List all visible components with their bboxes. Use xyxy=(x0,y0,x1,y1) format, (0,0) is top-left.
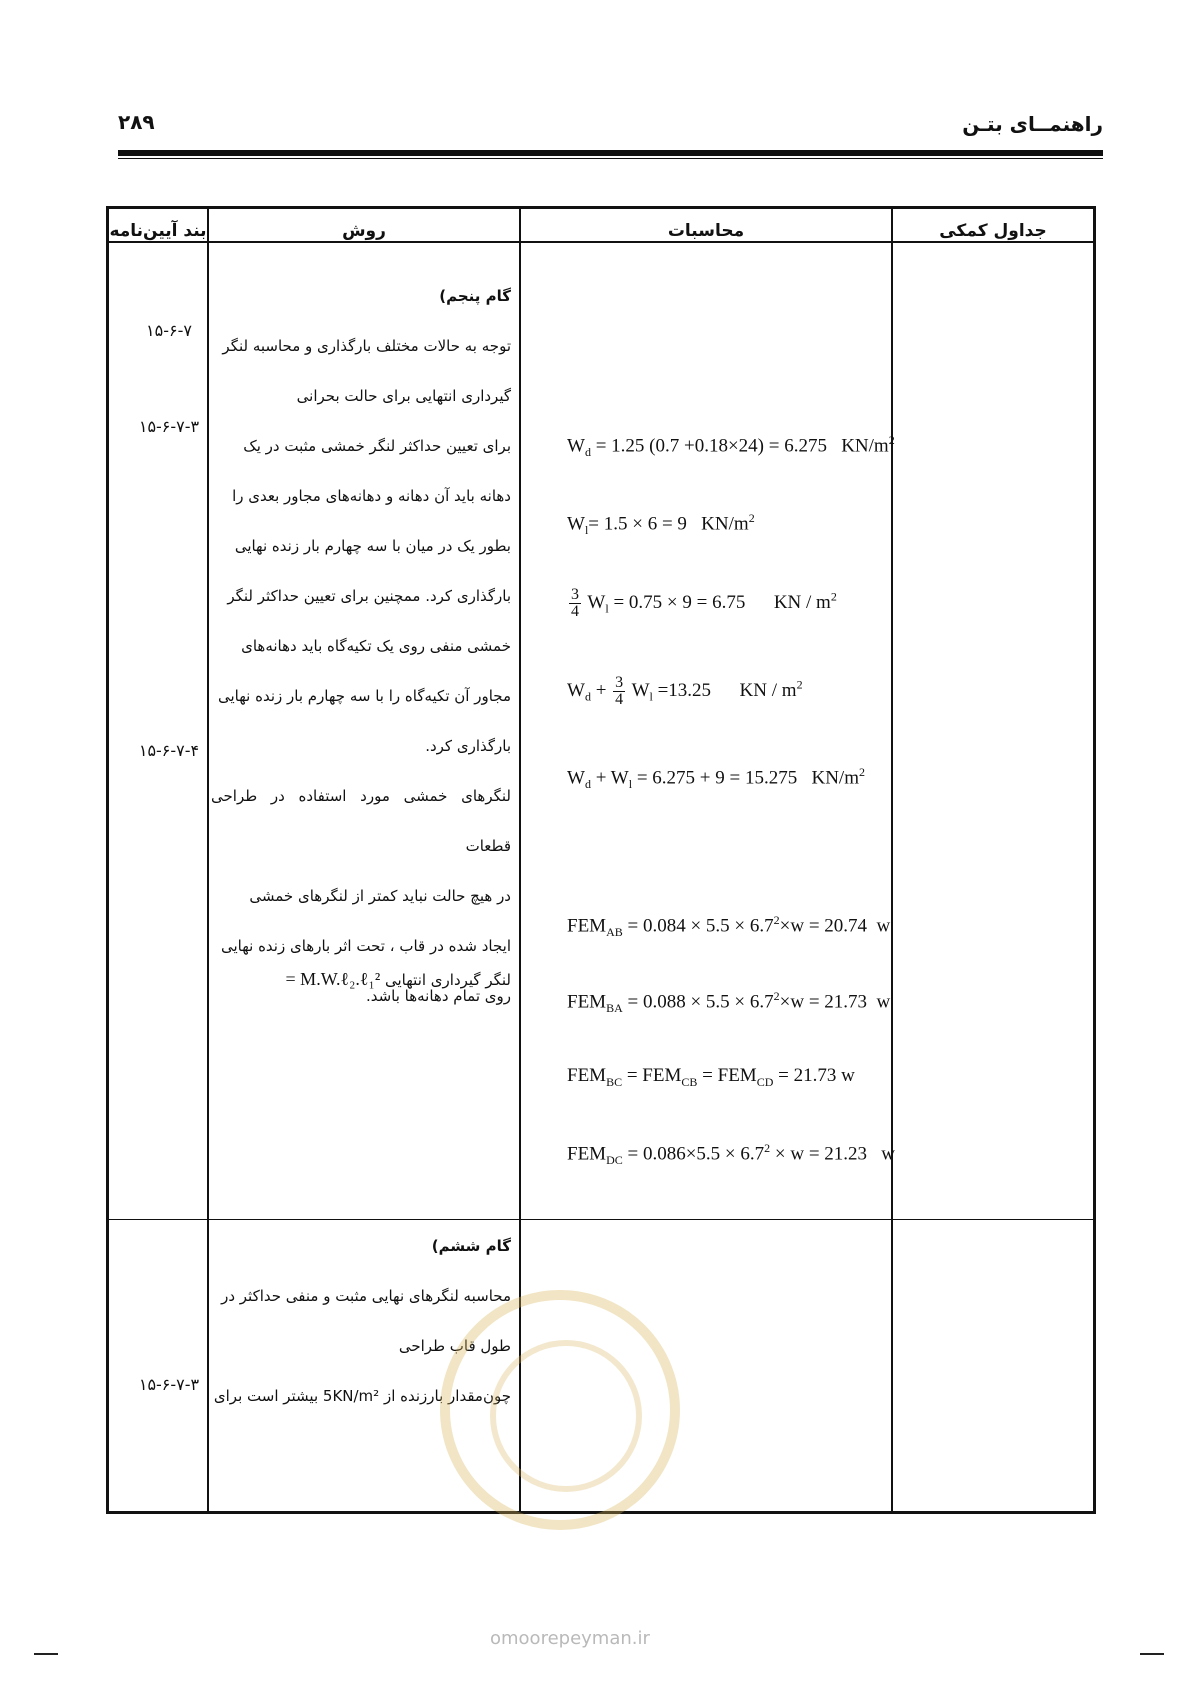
method-line: بارگذاری کرد. xyxy=(425,737,511,755)
calc-live-load: $W_l= 1.5 \times 6 = 9$ $KN/m^2$ xyxy=(567,511,755,538)
header-rule-thin xyxy=(118,158,1103,159)
calc-fem-ba: $FEM_{BA} = 0.088 \times 5.5 \times 6.7^2\times w = 21.73$ w xyxy=(567,989,891,1016)
calc-fem-dc: $FEM_{DC} = 0.086\times 5.5 \times 6.7^2 \times w = 21.23$ w xyxy=(567,1141,896,1168)
method-line: بطور یک در میان با سه چهارم بار زنده نهایی xyxy=(234,537,511,555)
column-divider xyxy=(891,209,893,1511)
method-line: طول قاب طراحی xyxy=(398,1337,511,1355)
col-header-aux-tables: جداول کمکی xyxy=(939,221,1047,241)
calc-fem-ab: $FEM_{AB} = 0.084 \times 5.5 \times 6.7^2\times w = 20.74$ w xyxy=(567,913,891,940)
watermark-text: omoorepeyman.ir xyxy=(490,1628,650,1649)
method-line: محاسبه لنگرهای نهایی مثبت و منفی حداکثر در xyxy=(221,1287,511,1305)
method-line: توجه به حالات مختلف بارگذاری و محاسبه لنگر xyxy=(222,337,511,355)
method-line: خمشی منفی روی یک تکیه‌گاه باید دهانه‌های xyxy=(241,637,511,655)
end-moment-formula xyxy=(211,969,511,990)
col-header-method: روش xyxy=(342,221,386,241)
column-divider xyxy=(207,209,209,1511)
row-divider xyxy=(109,1219,1093,1220)
calc-total-load: $W_d + W_l = 6.275 + 9 = 15.275$ $KN/m^2$ xyxy=(567,765,865,792)
edge-mark xyxy=(34,1653,58,1655)
method-line: برای تعیین حداکثر لنگر خمشی مثبت در یک xyxy=(243,437,511,455)
page-number: ۲۸۹ xyxy=(118,110,155,134)
calc-dead-load: $W_d = 1.25$ (0.7 +0.18×24) = 6.275 $KN/m^2$ xyxy=(567,433,895,460)
header-rule xyxy=(118,150,1103,156)
method-line: چون‌مقدار بارزنده از 5KN/m² بیشتر است برای xyxy=(213,1387,511,1405)
step5-method xyxy=(211,271,511,1021)
formula-label: لنگر گیرداری انتهایی xyxy=(385,971,511,989)
method-line: گیرداری انتهایی برای حالت بحرانی xyxy=(296,387,511,405)
step5-title: گام پنجم) xyxy=(439,287,511,305)
code-reference: ۱۵-۶-۷ xyxy=(146,321,192,340)
method-line: لنگرهای خمشی مورد استفاده در طراحی قطعات xyxy=(211,787,511,855)
code-reference: ۱۵-۶-۷-۴ xyxy=(138,741,200,760)
calc-three-quarter-live: $\frac{3}{4}$ $W_l = 0.75 \times 9 = 6.75$ KN / $m^2$ xyxy=(571,586,837,620)
method-line: مجاور آن تکیه‌گاه را با سه چهارم بار زنده نهایی xyxy=(218,687,511,705)
formula-expression: = M.W.ℓ₂.ℓ₁² xyxy=(285,969,381,989)
method-line: روی تمام دهانه‌ها باشد. xyxy=(365,987,511,1005)
calc-dead-plus-three-quarter-live: $W_d$ + $\frac{3}{4}$ $W_l =13.25$ KN / $m^2$ xyxy=(567,674,803,708)
method-line: بارگذاری کرد. ممچنین برای تعیین حداکثر لنگر xyxy=(227,587,511,605)
col-header-calculations: محاسبات xyxy=(667,221,745,241)
code-reference: ۱۵-۶-۷-۳ xyxy=(138,417,200,436)
method-line: دهانه باید آن دهانه و دهانه‌های مجاور بعدی را xyxy=(232,487,511,505)
method-line: ایجاد شده در قاب ، تحت اثر بارهای زنده نهایی xyxy=(220,937,511,955)
edge-mark xyxy=(1140,1653,1164,1655)
col-header-code: بند آیین‌نامه xyxy=(109,221,207,241)
calc-fem-bc: $FEM_{BC} = FEM_{CB} = FEM_{CD} = 21.73$ w xyxy=(567,1065,855,1089)
running-title: راهنمــای بتـن xyxy=(962,112,1103,136)
watermark-seal xyxy=(440,1290,680,1530)
code-reference: ۱۵-۶-۷-۳ xyxy=(138,1375,200,1394)
step6-title: گام ششم) xyxy=(431,1237,511,1255)
method-line: در هیچ حالت نباید کمتر از لنگرهای خمشی xyxy=(249,887,511,905)
